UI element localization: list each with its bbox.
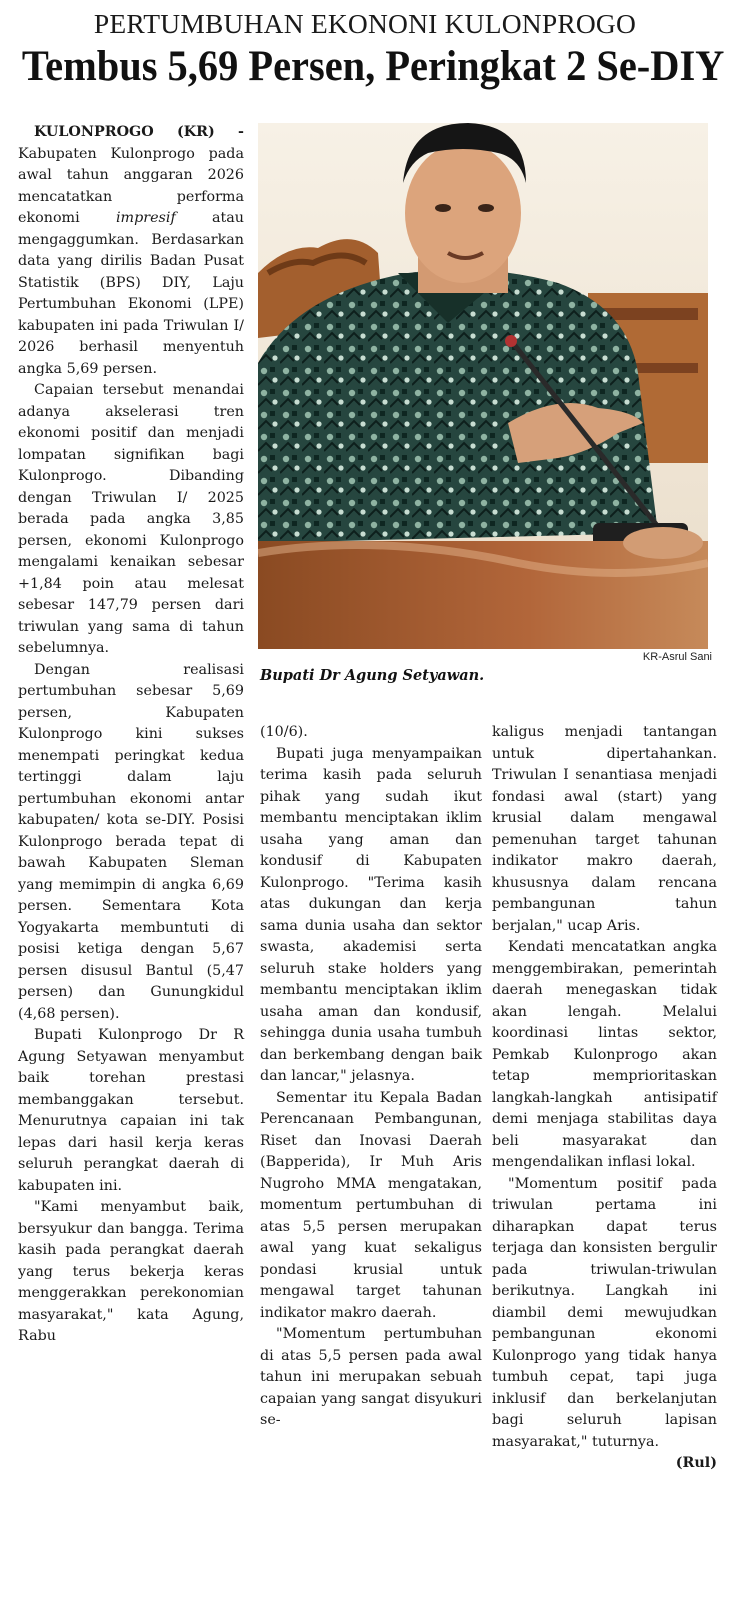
italic-word: impresif [115, 210, 176, 226]
paragraph [18, 122, 244, 380]
paragraph: Bupati Kulonprogo Dr R Agung Setyawan menyambut baik torehan prestasi membanggakan tersebut. Menurutnya capaian ini tak lepas dari hasil kerja keras seluruh perangkat daerah di kabupaten ini. [18, 1027, 244, 1194]
paragraph: Sementar itu Kepala Badan Perencanaan Pembangunan, Riset dan Inovasi Daerah (Bapperida), Ir Muh Aris Nugroho MMA mengatakan, momentum pertumbuhan di atas 5,5 persen merupakan awal yang kuat sekaligus pondasi krusial untuk mengawal target tahunan indikator makro daerah. [260, 1089, 482, 1321]
author-signature: (Rul) [675, 1455, 717, 1471]
paragraph: Kendati mencatatkan angka menggembirakan, pemerintah daerah menegaskan tidak akan lengah. Melalui koordinasi lintas sektor, Pemkab Kulonprogo akan tetap memprioritaskan langkah-langkah antisipatif demi menjaga stabilitas daya beli masyarakat dan mengendalikan inflasi lokal. [492, 939, 717, 1170]
photo-credit: KR-Asrul Sani [642, 651, 712, 663]
column-1 [18, 122, 244, 1348]
photo-caption: Bupati Dr Agung Setyawan. [260, 667, 485, 684]
paragraph: "Momentum positif pada triwulan pertama ini diharapkan dapat terus terjaga dan konsisten bergulir pada triwulan-triwulan berikutnya. Langkah ini diambil demi mewujudkan pembangunan ekonomi Kulonprogo yang tidak hanya tumbuh cepat, tapi juga inklusif dan berkelanjutan bagi seluruh lapisan masyarakat," tuturnya. [492, 1175, 717, 1450]
paragraph: Capaian tersebut menandai adanya akselerasi tren ekonomi positif dan menjadi lompatan signifikan bagi Kulonprogo. Dibanding dengan Triwulan I/ 2025 berada pada angka 3,85 persen, ekonomi Kulonprogo mengalami kenaikan sebesar +1,84 poin atau melesat sebesar 147,79 persen dari triwulan yang sama di tahun sebelumnya. [18, 382, 244, 656]
paragraph: "Kami menyambut baik, bersyukur dan bangga. Terima kasih pada perangkat daerah yang terus bekerja keras menggerakkan perekonomian masyarakat," kata Agung, Rabu [18, 1199, 244, 1344]
text-run: Kabupaten Kulonprogo pada awal tahun anggaran 2026 mencatatkan performa ekonomi [18, 145, 244, 226]
dateline: KULONPROGO (KR) - [34, 124, 244, 140]
paragraph: Dengan realisasi pertumbuhan sebesar 5,69 persen, Kabupaten Kulonprogo kini sukses menempati peringkat kedua tertinggi dalam laju pertumbuhan ekonomi antar kabupaten/ kota se-DIY. Posisi Kulonprogo berada tepat di bawah Kabupaten Sleman yang memimpin di angka 6,69 persen. Sementara Kota Yogyakarta membuntuti di posisi ketiga dengan 5,67 persen disusul Bantul (5,47 persen) dan Gunungkidul (4,68 persen). [18, 661, 244, 1022]
paragraph: "Momentum pertumbuhan di atas 5,5 persen pada awal tahun ini merupakan sebuah capaian yang sangat disyukuri se- [260, 1326, 482, 1428]
column-3 [492, 722, 717, 1475]
paragraph: Bupati juga menyampaikan terima kasih pada seluruh pihak yang sudah ikut membantu menciptakan iklim usaha yang aman dan kondusif di Kabupaten Kulonprogo. "Terima kasih atas dukungan dan kerja sama dunia usaha dan sektor swasta, akademisi serta seluruh stake holders yang membantu menciptakan iklim usaha aman dan kondusif, sehingga dunia usaha tumbuh dan berkembang dengan baik dan lancar," jelasnya. [260, 745, 482, 1084]
column-2 [260, 722, 482, 1432]
headline: Tembus 5,69 Persen, Peringkat 2 Se-DIY [21, 43, 725, 90]
paragraph: kaligus menjadi tantangan untuk dipertahankan. Triwulan I senantiasa menjadi fondasi awal (start) yang krusial dalam mengawal pemenuhan target tahunan indikator makro daerah, khususnya dalam rencana pembangunan tahun berjalan," ucap Aris. [492, 724, 717, 934]
text-run: atau mengaggumkan. Berdasarkan data yang dirilis Badan Pusat Statistik (BPS) DIY, Laju Pertumbuhan Ekonomi (LPE) kabupaten ini pada Triwulan I/ 2026 berhasil menyentuh angka 5,69 persen. [18, 210, 244, 377]
article-photo [258, 123, 708, 649]
paragraph: (10/6). [260, 724, 308, 740]
kicker: PERTUMBUHAN EKONONI KULONPROGO [93, 8, 637, 39]
